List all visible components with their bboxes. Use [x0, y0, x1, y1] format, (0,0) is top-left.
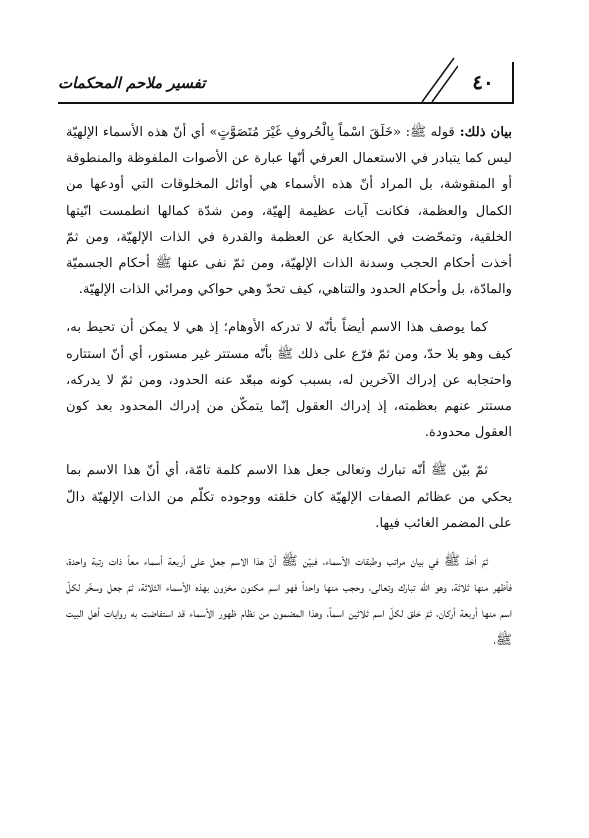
paragraph-3: [66, 458, 512, 537]
page-body: [66, 120, 512, 654]
page-number: ٤٠: [454, 62, 514, 104]
paragraph-lead: بيان ذلك:: [454, 125, 512, 140]
header-rule: [58, 102, 454, 104]
header-slash-ornament: [418, 56, 458, 104]
running-title: تفسير ملاحم المحكمات: [58, 74, 206, 92]
paragraph-4: [66, 549, 512, 654]
page-header: [58, 62, 514, 106]
paragraph-text: قوله ﷺ: «خَلَقَ اسْماً بِالْحُروفِ غَيْرَ مُتَصَوَّتٍ» أي أنّ هذه الأسماء الإلهيّة ليس كما يتبادر في الاستعمال العرفي أنّها عبارة عن الأصوات الملفوظة والمنطوقة أو المنقوشة، بل المراد أنّ هذه الأسماء هي أوائل المخلوقات التي أودعها من الكمال والعظمة، فكانت آيات عظيمة إلهيّة، ومن شدّة كمالها انطمست انّيتها الخلقية، وتمحّضت في الحكاية عن العظمة والقدرة في الذات الإلهيّة، ومن ثمّ أخذت أحكام الحجب وسدنة الذات الإلهيّة، ومن ثمّ نفى عنها ﷺ أحكام الجسميّة والمادّة، بل وأحكام الحدود والتناهي، كيف تحدّ وهي حواكي ومرائي الذات الإلهيّة.: [66, 125, 512, 298]
paragraph-text: ثمّ أخذ ﷺ في بيان مراتب وطبقات الأسماء، فبيّن ﷺ أنّ هذا الاسم جعل على أربعة أسماء معاً ذات رتبة واحدة، فأظهر منها ثلاثة، وهو الله تبارك وتعالى، وحجب منها واحداً فهو اسم مكنون مخزون بهذه الأسماء الثلاثة، ثمّ جعل وسخّر لكلّ اسم منها أربعة أركان، ثمّ خلق لكلّ اسم ثلاثين اسماً، وهذا المضمون من نظام ظهور الأسماء قد استفاضت به روايات أهل البيت ﷺ،: [66, 554, 512, 648]
paragraph-text: ثمّ بيّن ﷺ أنّه تبارك وتعالى جعل هذا الاسم كلمة تامّة، أي أنّ هذا الاسم بما يحكي من عظائم الصفات الإلهيّة كان خلقته ووجوده تكلّم من الذات الإلهيّة دالّ على المضمر الغائب فيها.: [66, 463, 512, 531]
paragraph-text: كما يوصف هذا الاسم أيضاً بأنّه لا تدركه الأوهام؛ إذ هي لا يمكن أن تحيط به، كيف وهو بلا حدّ، ومن ثمّ فرّع على ذلك ﷺ بأنّه مستتر غير مستور، أي أنّ استتاره واحتجابه عن إدراك الآخرين له، بسبب كونه مبعّد عنه الحدود، ومن ثمّ لا يدركه، مستتر عنهم بعظمته، إذ إدراك العقول إنّما يتمكّن من إدراك المحدود بعد كون العقول محدودة.: [66, 320, 512, 441]
paragraph-1: [66, 120, 512, 303]
paragraph-2: [66, 315, 512, 446]
